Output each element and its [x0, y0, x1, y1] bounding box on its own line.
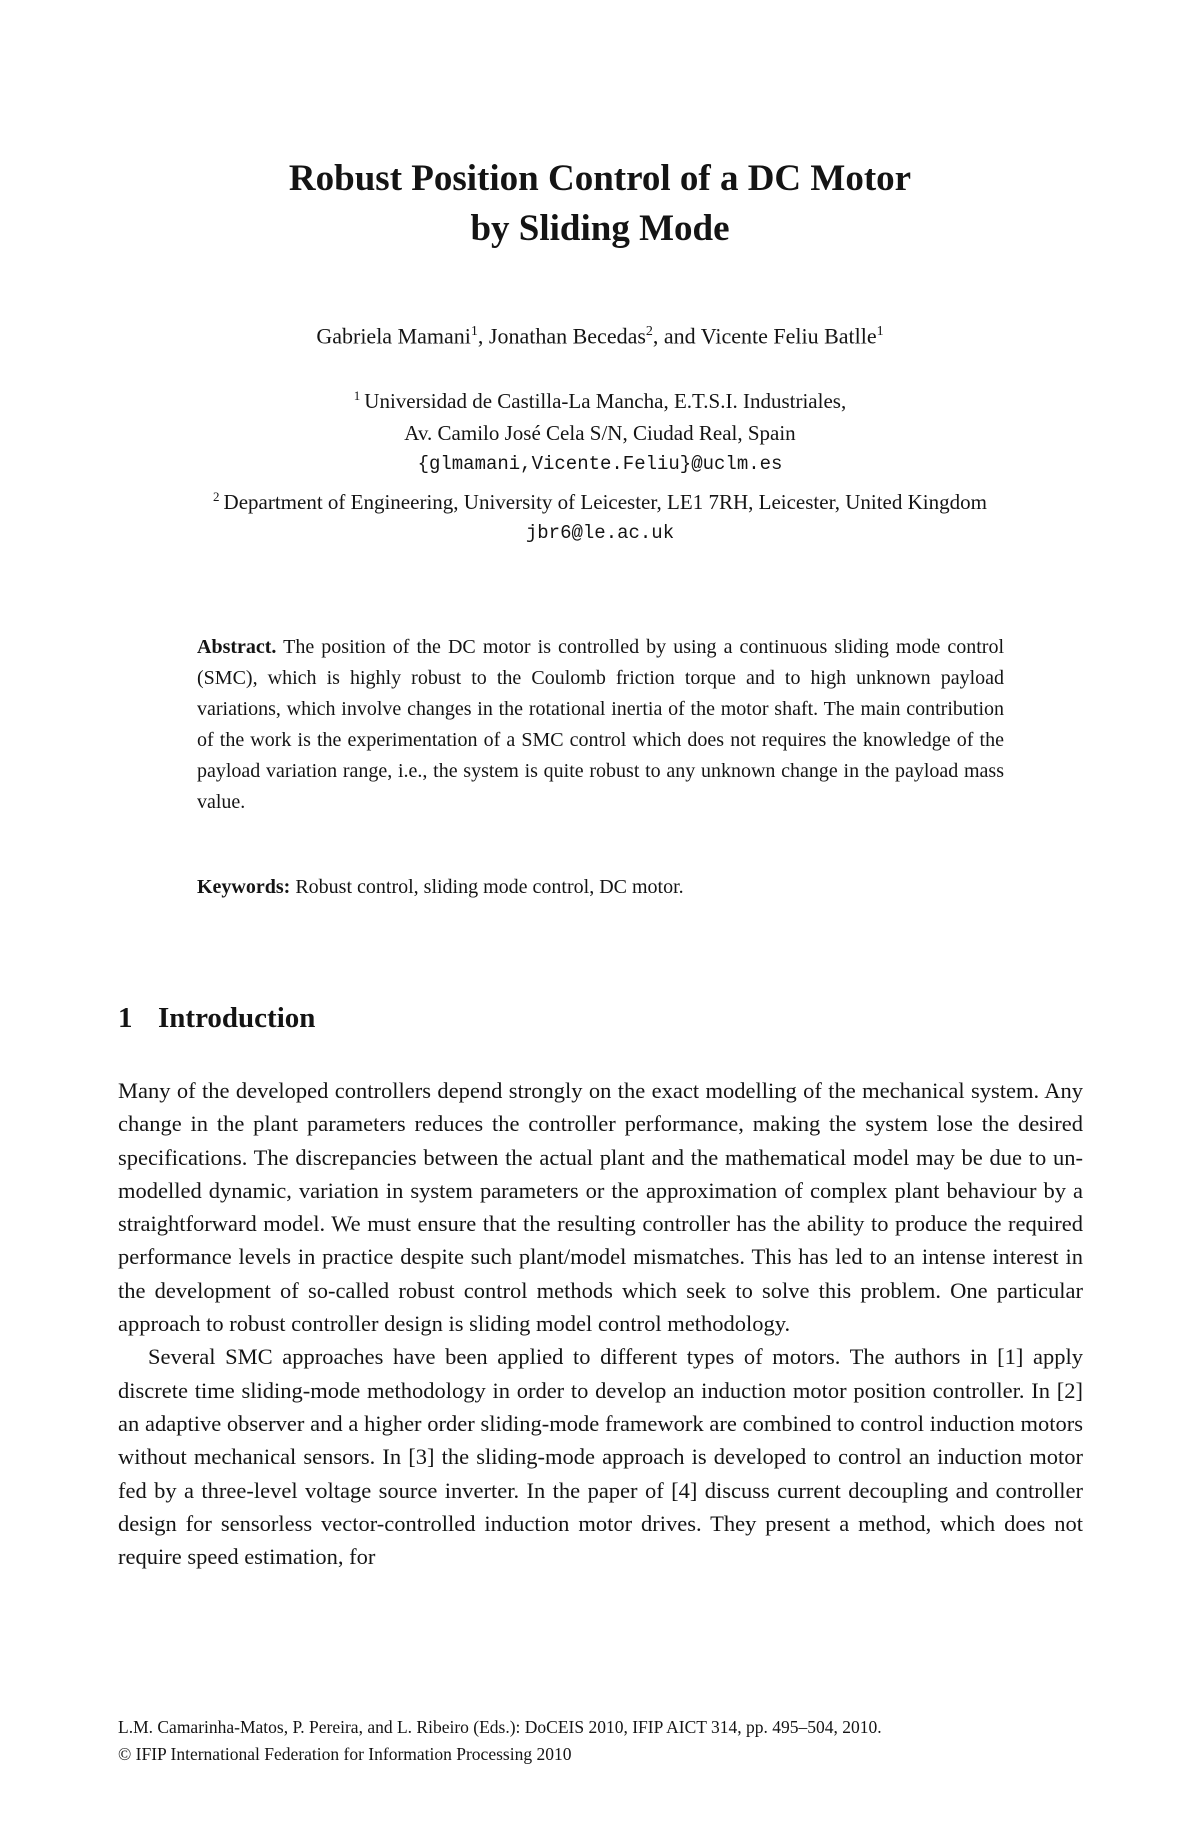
- keywords-label: Keywords:: [197, 876, 291, 898]
- affiliation-1-text: Universidad de Castilla-La Mancha, E.T.S.I. Industriales,: [364, 389, 847, 413]
- author-separator: ,: [477, 323, 489, 349]
- title-line-1: Robust Position Control of a DC Motor: [288, 158, 912, 199]
- keywords: [197, 872, 1004, 903]
- affiliation-2-line-1: [0, 481, 1200, 519]
- section-heading: [118, 998, 315, 1038]
- abstract-label: Abstract.: [197, 636, 277, 658]
- affiliation-2-text: Department of Engineering, University of Leicester, LE1 7RH, Leicester, United Kingdom: [223, 489, 987, 514]
- section-body: [118, 1074, 1083, 1573]
- body-paragraph: Many of the developed controllers depend strongly on the exact modelling of the mechanical system. Any change in the plant parameters reduces the controller performance, making the system lose the desired specifications. The discrepancies between the actual plant and the mathematical model may be due to un-modelled dynamic, variation in system parameters or the approximation of complex plant behaviour by a straightforward model. We must ensure that the resulting controller has the ability to produce the required performance levels in practice despite such plant/model mismatches. This has led to an intense interest in the development of so-called robust control methods which seek to solve this problem. One particular approach to robust controller design is sliding model control methodology.: [118, 1078, 1083, 1337]
- section-number: 1: [118, 1002, 133, 1034]
- author-name: Jonathan Becedas: [488, 323, 646, 349]
- body-paragraph: Several SMC approaches have been applied to different types of motors. The authors in [1] apply discrete time sliding-mode methodology in order to develop an induction motor position controller. In [2] an adaptive observer and a higher order sliding-mode framework are combined to control induction motors without mechanical sensors. In [3] the sliding-mode approach is developed to control an induction motor fed by a three-level voltage source inverter. In the paper of [4] discuss current decoupling and controller design for sensorless vector-controlled induction motor drives. They present a method, which does not require speed estimation, for: [118, 1344, 1083, 1570]
- affiliation-1-line-2: Av. Camilo José Cela S/N, Ciudad Real, Spain: [404, 420, 796, 445]
- affiliation-1-mark: 1: [353, 388, 361, 403]
- author-affiliation-mark: 2: [645, 324, 653, 339]
- affiliations: [0, 380, 1200, 550]
- keywords-text: Robust control, sliding mode control, DC motor.: [295, 876, 684, 898]
- abstract-text: The position of the DC motor is controlled by using a continuous sliding mode control (SMC), which is highly robust to the Coulomb friction torque and to high unknown payload variations, which involve changes in the rotational inertia of the motor shaft. The main contribution of the work is the experimentation of a SMC control which does not requires the knowledge of the payload variation range, i.e., the system is quite robust to any unknown change in the payload mass value.: [197, 636, 1005, 813]
- title-line-2: by Sliding Mode: [470, 208, 730, 249]
- footer-citation: L.M. Camarinha-Matos, P. Pereira, and L. Ribeiro (Eds.): DoCEIS 2010, IFIP AICT 314, pp. 495–504, 2010.: [118, 1717, 882, 1737]
- page-footer: [118, 1714, 1083, 1768]
- author-list: [0, 318, 1200, 350]
- author-affiliation-mark: 1: [470, 324, 478, 339]
- abstract: [197, 632, 1004, 818]
- paper-title: [0, 154, 1200, 254]
- affiliation-2-email[interactable]: jbr6@le.ac.uk: [525, 522, 675, 544]
- section-title: Introduction: [158, 1002, 316, 1034]
- affiliation-1-line-1: [0, 380, 1200, 418]
- affiliation-1-email[interactable]: {glmamani,Vicente.Feliu}@uclm.es: [417, 453, 783, 475]
- footer-copyright: © IFIP International Federation for Information Processing 2010: [118, 1744, 572, 1764]
- author-name: Vicente Feliu Batlle: [700, 323, 877, 349]
- author-separator: , and: [652, 323, 701, 349]
- affiliation-2-mark: 2: [213, 488, 220, 504]
- author-name: Gabriela Mamani: [316, 323, 471, 349]
- author-affiliation-mark: 1: [876, 324, 884, 339]
